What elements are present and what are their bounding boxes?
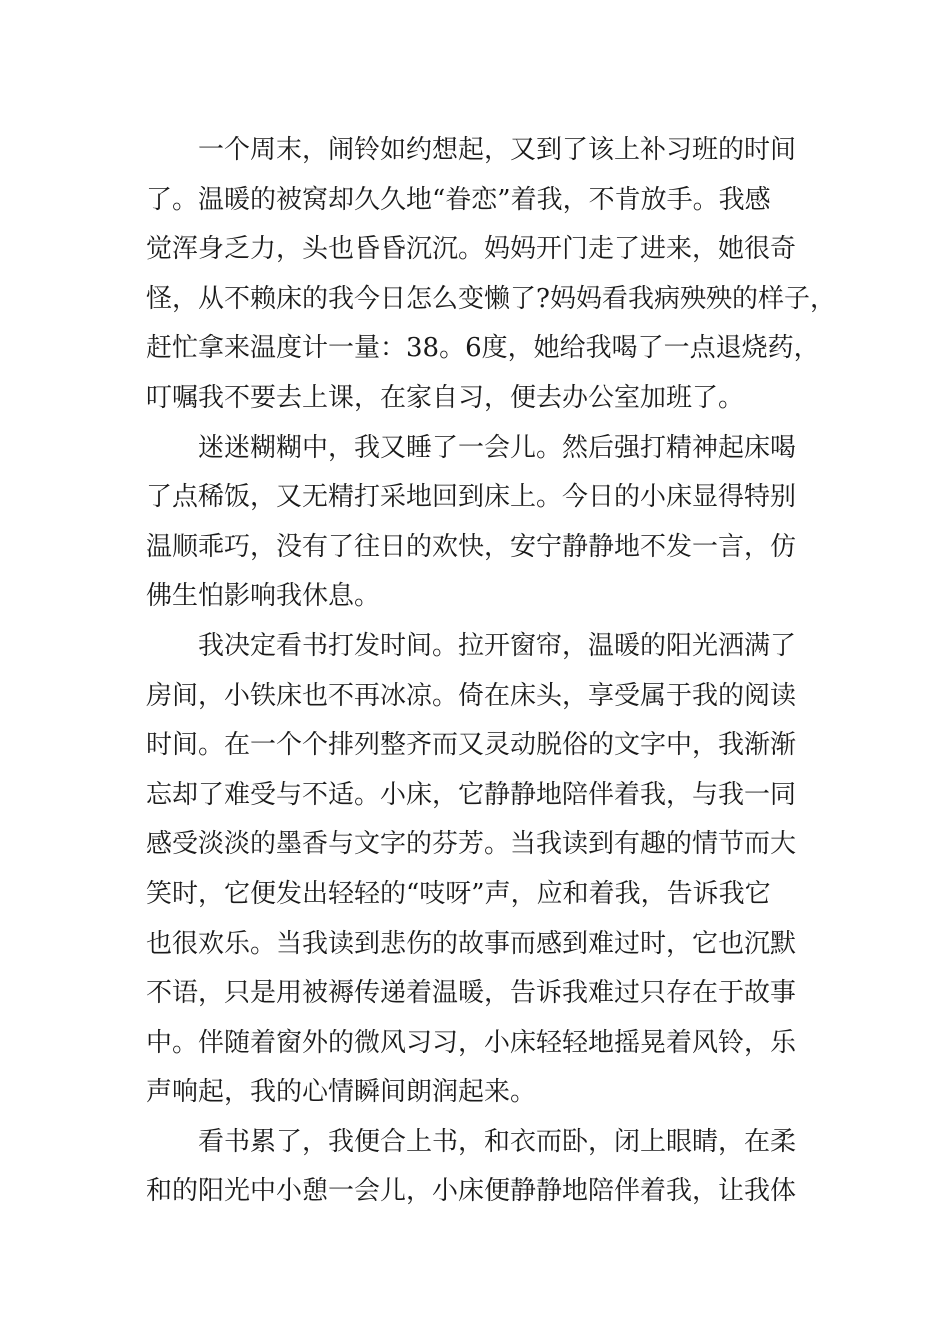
text-line: 不语，只是用被褥传递着温暖，告诉我难过只存在于故事: [146, 978, 797, 1009]
text-line: 叮嘱我不要去上课，在家自习，便去办公室加班了。: [146, 382, 745, 413]
text-line: 看书累了，我便合上书，和衣而卧，闭上眼睛，在柔: [198, 1126, 797, 1157]
paragraph-3: [146, 622, 818, 1118]
text-line: 房间，小铁床也不再冰凉。倚在床头，享受属于我的阅读: [146, 680, 797, 711]
text-line: 感受淡淡的墨香与文字的芬芳。当我读到有趣的情节而大: [146, 829, 797, 860]
text-line: 笑时，它便发出轻轻的“吱呀”声，应和着我，告诉我它: [146, 878, 771, 909]
text-line: 声响起，我的心情瞬间朗润起来。: [146, 1077, 537, 1108]
text-line: 也很欢乐。当我读到悲伤的故事而感到难过时，它也沉默: [146, 928, 797, 959]
text-line: 一个周末，闹铃如约想起，又到了该上补习班的时间: [198, 135, 797, 165]
document-body: [146, 126, 836, 1217]
text-line: 时间。在一个个排列整齐而又灵动脱俗的文字中，我渐渐: [146, 730, 797, 761]
text-line: 中。伴随着窗外的微风习习，小床轻轻地摇晃着风铃，乐: [146, 1027, 797, 1058]
text-line: 佛生怕影响我休息。: [146, 581, 381, 612]
text-line: 迷迷糊糊中，我又睡了一会儿。然后强打精神起床喝: [198, 432, 797, 463]
paragraph-1: [146, 126, 836, 424]
text-line: 忘却了难受与不适。小床，它静静地陪伴着我，与我一同: [146, 779, 797, 810]
text-line: 我决定看书打发时间。拉开窗帘，温暖的阳光洒满了: [198, 630, 797, 661]
text-line: 了点稀饭，又无精打采地回到床上。今日的小床显得特别: [146, 482, 797, 513]
text-line: 怪，从不赖床的我今日怎么变懒了?妈妈看我病殃殃的样子，: [146, 283, 836, 314]
text-line: 了。温暖的被窝却久久地“眷恋”着我，不肯放手。我感: [146, 184, 771, 215]
text-line: 温顺乖巧，没有了往日的欢快，安宁静静地不发一言，仿: [146, 531, 797, 562]
text-line: 赶忙拿来温度计一量：38。6度，她给我喝了一点退烧药，: [146, 333, 820, 364]
paragraph-2: [146, 424, 818, 622]
text-line: 觉浑身乏力，头也昏昏沉沉。妈妈开门走了进来，她很奇: [146, 234, 797, 265]
paragraph-4: [146, 1118, 818, 1217]
text-line: 和的阳光中小憩一会儿，小床便静静地陪伴着我，让我体: [146, 1176, 797, 1207]
